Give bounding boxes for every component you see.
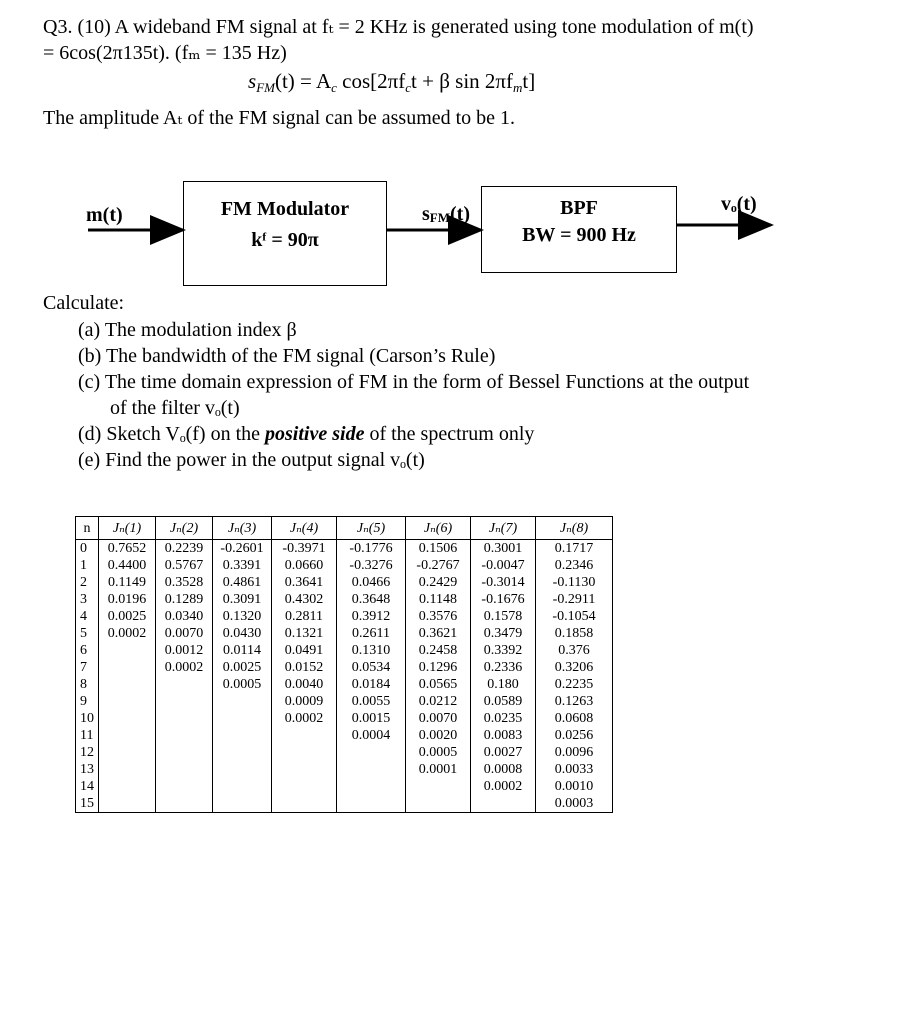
table-cell-n: 6 (76, 642, 99, 659)
table-cell: 0.0002 (156, 659, 213, 676)
table-cell: 0.0033 (536, 761, 613, 778)
table-cell: 0.3479 (471, 625, 536, 642)
table-row (76, 693, 613, 710)
table-cell (156, 778, 213, 795)
bessel-function-table (75, 516, 613, 813)
table-cell-n: 14 (76, 778, 99, 795)
table-cell: -0.3276 (337, 557, 406, 574)
table-cell: 0.0012 (156, 642, 213, 659)
table-cell (156, 693, 213, 710)
table-cell: 0.1149 (99, 574, 156, 591)
table-cell: 0.2811 (272, 608, 337, 625)
table-cell: 0.3391 (213, 557, 272, 574)
table-cell: 0.0096 (536, 744, 613, 761)
filter-param: BW = 900 Hz (522, 224, 636, 246)
table-cell (213, 761, 272, 778)
table-row (76, 727, 613, 744)
table-row (76, 710, 613, 727)
table-cell: -0.2767 (406, 557, 471, 574)
table-cell-n: 9 (76, 693, 99, 710)
task-a: (a) The modulation index β (78, 319, 297, 341)
table-row (76, 676, 613, 693)
table-cell: 0.1717 (536, 540, 613, 558)
table-cell: -0.2601 (213, 540, 272, 558)
table-cell (156, 710, 213, 727)
table-cell: 0.4400 (99, 557, 156, 574)
table-cell (99, 778, 156, 795)
table-cell: 0.1289 (156, 591, 213, 608)
table-cell-n: 5 (76, 625, 99, 642)
table-cell (406, 795, 471, 813)
table-cell: 0.0235 (471, 710, 536, 727)
table-cell: 0.0001 (406, 761, 471, 778)
table-cell (272, 795, 337, 813)
table-cell (99, 642, 156, 659)
table-cell: 0.2239 (156, 540, 213, 558)
table-cell-n: 0 (76, 540, 99, 558)
table-cell: 0.1320 (213, 608, 272, 625)
table-cell (99, 659, 156, 676)
table-cell (213, 778, 272, 795)
amplitude-note: The amplitude Aₜ of the FM signal can be assumed to be 1. (43, 107, 516, 129)
table-cell: 0.3392 (471, 642, 536, 659)
table-cell (99, 761, 156, 778)
table-row (76, 642, 613, 659)
table-cell: -0.3971 (272, 540, 337, 558)
table-cell: 0.0009 (272, 693, 337, 710)
mid-label: sFM(t) (422, 203, 470, 225)
header-j4: Jₙ(4) (272, 517, 337, 540)
table-cell (99, 676, 156, 693)
table-row (76, 608, 613, 625)
header-j7: Jₙ(7) (471, 517, 536, 540)
header-j1: Jₙ(1) (99, 517, 156, 540)
table-cell-n: 8 (76, 676, 99, 693)
task-e: (e) Find the power in the output signal vₒ(t) (78, 449, 425, 471)
table-cell: -0.0047 (471, 557, 536, 574)
table-cell (337, 761, 406, 778)
table-cell (272, 778, 337, 795)
table-cell (337, 744, 406, 761)
table-cell: 0.0565 (406, 676, 471, 693)
table-cell (99, 710, 156, 727)
task-c-continued: of the filter vₒ(t) (110, 397, 240, 419)
table-cell (213, 693, 272, 710)
table-cell: 0.7652 (99, 540, 156, 558)
table-cell: 0.0020 (406, 727, 471, 744)
table-cell: 0.3091 (213, 591, 272, 608)
table-cell: 0.2346 (536, 557, 613, 574)
table-cell-n: 1 (76, 557, 99, 574)
table-cell-n: 7 (76, 659, 99, 676)
table-cell: 0.0040 (272, 676, 337, 693)
table-cell (156, 727, 213, 744)
table-cell: 0.0005 (406, 744, 471, 761)
table-cell: 0.0466 (337, 574, 406, 591)
table-cell (272, 727, 337, 744)
table-cell: 0.0002 (99, 625, 156, 642)
header-j3: Jₙ(3) (213, 517, 272, 540)
table-cell: -0.2911 (536, 591, 613, 608)
table-cell (156, 795, 213, 813)
table-cell: 0.0002 (471, 778, 536, 795)
table-cell (337, 778, 406, 795)
table-cell: 0.3648 (337, 591, 406, 608)
table-header-row (76, 517, 613, 540)
table-cell (272, 744, 337, 761)
filter-title: BPF (560, 197, 598, 219)
table-cell: 0.1148 (406, 591, 471, 608)
table-cell: 0.2458 (406, 642, 471, 659)
table-cell: 0.0070 (406, 710, 471, 727)
table-cell: 0.0184 (337, 676, 406, 693)
table-cell: -0.1130 (536, 574, 613, 591)
table-cell (213, 727, 272, 744)
table-cell: 0.0256 (536, 727, 613, 744)
table-cell: 0.0005 (213, 676, 272, 693)
table-row (76, 659, 613, 676)
table-cell (99, 727, 156, 744)
table-cell (213, 710, 272, 727)
table-cell: 0.4302 (272, 591, 337, 608)
header-j6: Jₙ(6) (406, 517, 471, 540)
table-cell: 0.0196 (99, 591, 156, 608)
table-cell: 0.376 (536, 642, 613, 659)
table-cell: 0.4861 (213, 574, 272, 591)
table-cell (213, 795, 272, 813)
table-cell (213, 744, 272, 761)
table-cell-n: 10 (76, 710, 99, 727)
table-row (76, 795, 613, 813)
table-cell: -0.1676 (471, 591, 536, 608)
table-cell: 0.0430 (213, 625, 272, 642)
table-cell (99, 795, 156, 813)
table-cell: 0.3528 (156, 574, 213, 591)
modulator-title: FM Modulator (220, 198, 350, 220)
table-cell: 0.0152 (272, 659, 337, 676)
table-cell: 0.2235 (536, 676, 613, 693)
table-cell-n: 11 (76, 727, 99, 744)
header-n: n (76, 517, 99, 540)
table-cell: 0.0004 (337, 727, 406, 744)
task-d: (d) Sketch Vₒ(f) on the positive side of the spectrum only (78, 423, 535, 445)
table-cell: 0.0070 (156, 625, 213, 642)
table-cell: 0.0589 (471, 693, 536, 710)
table-row (76, 540, 613, 558)
table-row (76, 761, 613, 778)
table-cell-n: 15 (76, 795, 99, 813)
table-cell: 0.0027 (471, 744, 536, 761)
table-cell: 0.1506 (406, 540, 471, 558)
table-cell (99, 744, 156, 761)
table-row (76, 744, 613, 761)
table-cell: 0.0340 (156, 608, 213, 625)
header-j5: Jₙ(5) (337, 517, 406, 540)
table-cell: 0.2611 (337, 625, 406, 642)
table-cell: 0.0212 (406, 693, 471, 710)
table-cell: 0.5767 (156, 557, 213, 574)
table-cell-n: 12 (76, 744, 99, 761)
header-j8: Jₙ(8) (536, 517, 613, 540)
table-cell (272, 761, 337, 778)
table-cell: 0.180 (471, 676, 536, 693)
table-cell: 0.1263 (536, 693, 613, 710)
table-cell: 0.1858 (536, 625, 613, 642)
table-cell: 0.0055 (337, 693, 406, 710)
table-cell-n: 2 (76, 574, 99, 591)
table-cell: 0.0491 (272, 642, 337, 659)
table-cell: -0.1776 (337, 540, 406, 558)
table-cell: 0.1321 (272, 625, 337, 642)
table-cell: 0.0025 (213, 659, 272, 676)
calculate-heading: Calculate: (43, 292, 125, 314)
table-cell: 0.0083 (471, 727, 536, 744)
table-row (76, 625, 613, 642)
table-cell: 0.0114 (213, 642, 272, 659)
header-j2: Jₙ(2) (156, 517, 213, 540)
table-cell (471, 795, 536, 813)
table-cell: 0.0003 (536, 795, 613, 813)
table-row (76, 574, 613, 591)
modulator-param: kᶠ = 90π (251, 229, 319, 251)
bpf-block (481, 186, 677, 273)
table-cell (156, 761, 213, 778)
table-cell (156, 744, 213, 761)
fm-formula: $s_{FM}(t) = A_c$ $\cos[2\pi f_ct + \beta$ $\sin 2\pi f_mt$] (248, 69, 536, 95)
table-cell: 0.0010 (536, 778, 613, 795)
table-cell: 0.0608 (536, 710, 613, 727)
table-cell: 0.2429 (406, 574, 471, 591)
table-cell: 0.0534 (337, 659, 406, 676)
table-cell: 0.0015 (337, 710, 406, 727)
question-line-2: = 6cos(2π135t). (fₘ = 135 Hz) (43, 42, 287, 64)
table-cell-n: 3 (76, 591, 99, 608)
table-cell: 0.0008 (471, 761, 536, 778)
diagram-arrows (0, 0, 913, 300)
table-cell: 0.3001 (471, 540, 536, 558)
table-cell: 0.0025 (99, 608, 156, 625)
table-row (76, 591, 613, 608)
table-cell (99, 693, 156, 710)
table-cell-n: 13 (76, 761, 99, 778)
output-label: vₒ(t) (721, 193, 757, 215)
fm-modulator-block (183, 181, 387, 286)
table-cell: 0.0660 (272, 557, 337, 574)
table-cell (156, 676, 213, 693)
table-cell (406, 778, 471, 795)
table-cell: 0.1578 (471, 608, 536, 625)
table-cell: 0.2336 (471, 659, 536, 676)
task-b: (b) The bandwidth of the FM signal (Carson’s Rule) (78, 345, 496, 367)
table-cell: 0.3576 (406, 608, 471, 625)
question-line-1: Q3. (10) A wideband FM signal at fₜ = 2 KHz is generated using tone modulation of m(t) (43, 16, 754, 38)
table-cell: 0.3641 (272, 574, 337, 591)
table-cell: 0.1310 (337, 642, 406, 659)
table-cell: -0.1054 (536, 608, 613, 625)
table-cell: 0.1296 (406, 659, 471, 676)
table-cell: 0.3912 (337, 608, 406, 625)
task-c: (c) The time domain expression of FM in the form of Bessel Functions at the output (78, 371, 750, 393)
table-cell: 0.0002 (272, 710, 337, 727)
table-row (76, 557, 613, 574)
table-cell: -0.3014 (471, 574, 536, 591)
table-cell (337, 795, 406, 813)
table-cell: 0.3206 (536, 659, 613, 676)
table-cell-n: 4 (76, 608, 99, 625)
input-label: m(t) (86, 204, 123, 226)
table-row (76, 778, 613, 795)
table-cell: 0.3621 (406, 625, 471, 642)
